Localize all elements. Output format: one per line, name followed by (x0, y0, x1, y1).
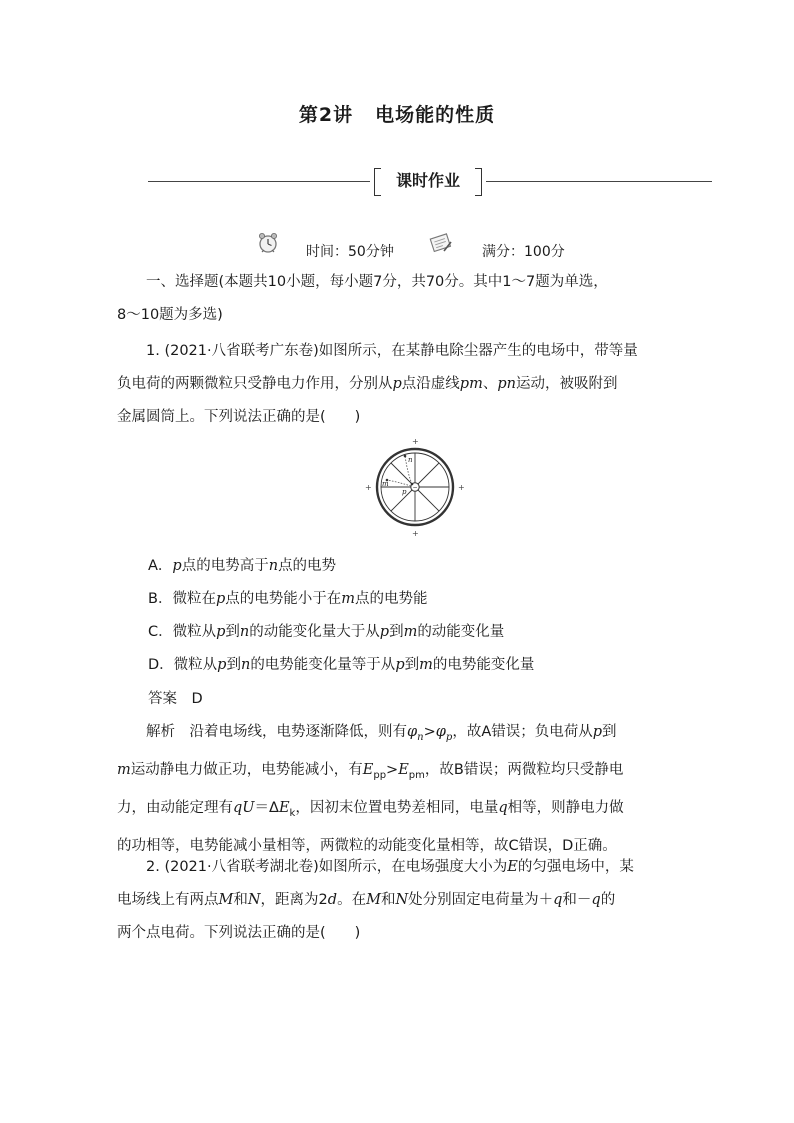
score-sheet-icon (428, 231, 454, 259)
point-p-label: p (402, 488, 407, 496)
bracket-right (475, 168, 482, 196)
q2-line-2: 电场线上有两点M和N，距离为2d。在M和N处分别固定电荷量为＋q和－q的 (117, 892, 616, 908)
question-2-stem (117, 851, 687, 950)
full-score: 满分：100分 (482, 244, 565, 260)
section-banner (374, 168, 482, 194)
q1-line-1: 1. (2021·八省联考广东卷)如图所示，在某静电除尘器产生的电场中，带等量 (146, 343, 638, 359)
plus-bottom: + (412, 529, 419, 537)
precipitator-figure (365, 437, 465, 541)
analysis-line-1: 解析 沿着电场线，电势逐渐降低，则有$\varphi_n>\varphi_p$，故A错误；负电荷从p到 (146, 724, 617, 743)
analysis-line-3: 力，由动能定理有$qU=\Delta E_k$，因初末位置电势差相同，电量q相等，则静电力做 (117, 799, 624, 819)
option-d[interactable]: D．微粒从p到n的电势能变化量等于从p到m的电势能变化量 (148, 657, 535, 673)
analysis-line-4: 的功相等，电势能减小量相等，两微粒的动能变化量相等，故C错误，D正确。 (117, 837, 617, 854)
q1-line-3: 金属圆筒上。下列说法正确的是( ) (117, 409, 361, 425)
analysis (117, 716, 687, 863)
lesson-topic: 电场能的性质 (375, 104, 496, 126)
bracket-left (374, 168, 381, 196)
option-b[interactable]: B．微粒在p点的电势能小于在m点的电势能 (148, 591, 428, 607)
q2-line-3: 两个点电荷。下列说法正确的是( ) (117, 925, 361, 941)
option-c[interactable]: C．微粒从p到n的动能变化量大于从p到m的动能变化量 (148, 624, 505, 640)
question-1-stem (117, 335, 687, 434)
alarm-clock-icon (256, 231, 280, 259)
plus-right: + (458, 483, 465, 492)
answer-value: D (191, 691, 203, 707)
instructions (117, 266, 687, 332)
q1-line-2: 负电荷的两颗微粒只受静电力作用，分别从p点沿虚线pm、pn运动，被吸附到 (117, 376, 618, 392)
instructions-line-1: 一、选择题(本题共10小题，每小题7分，共70分。其中1～7题为单选， (146, 274, 608, 290)
q2-line-1: 2. (2021·八省联考湖北卷)如图所示，在电场强度大小为E的匀强电场中，某 (146, 859, 634, 875)
point-n-label: n (408, 456, 413, 464)
answer (148, 687, 203, 708)
plus-left: + (365, 483, 372, 492)
answer-label: 答案 (148, 691, 177, 707)
divider-left (148, 181, 370, 182)
time-limit: 时间：50分钟 (306, 244, 394, 260)
analysis-line-2: m运动静电力做正功，电势能减小，有$E_{pp}>E_{pm}$，故B错误；两微粒均只受静电 (117, 761, 624, 781)
page-title (0, 100, 794, 127)
section-title: 课时作业 (395, 171, 460, 190)
divider-right (486, 181, 712, 182)
lesson-number: 第2讲 (298, 104, 354, 126)
center-charge-sign: − (412, 484, 418, 492)
plus-top: + (412, 437, 419, 446)
point-m-label: m (382, 480, 389, 488)
instructions-line-2: 8～10题为多选) (117, 307, 223, 323)
option-a[interactable]: A．p点的电势高于n点的电势 (148, 558, 337, 574)
figure-labels (365, 437, 465, 537)
exam-meta (0, 237, 794, 261)
